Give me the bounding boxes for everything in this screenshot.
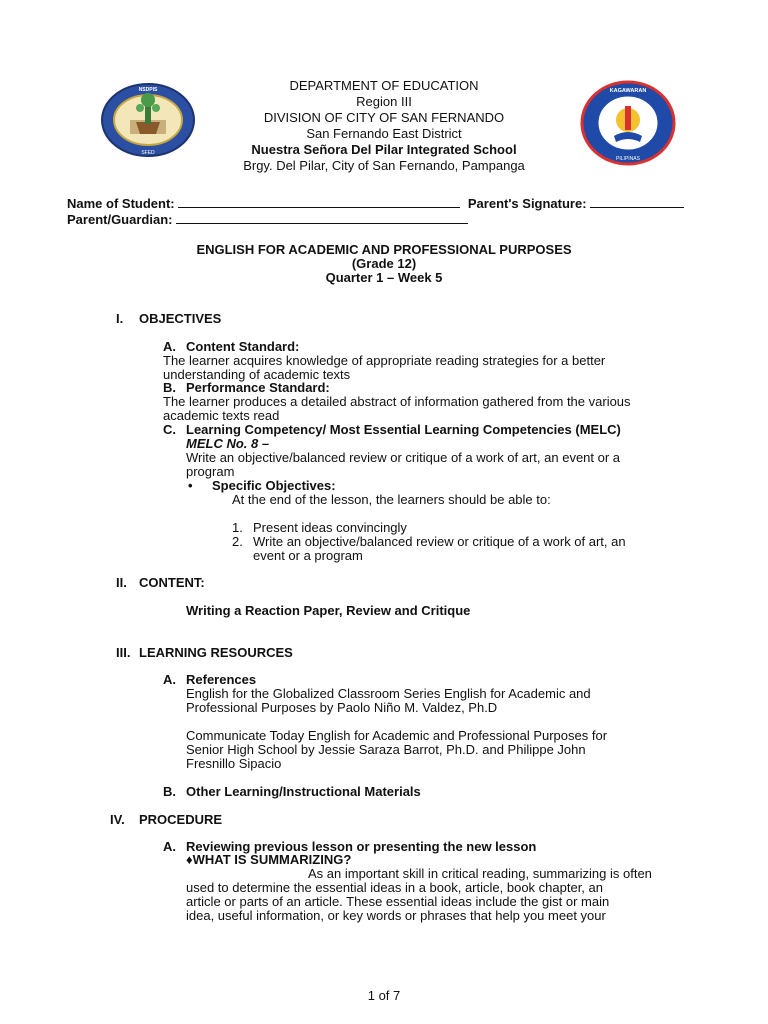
performance-standard-text: The learner produces a detailed abstract of information gathered from the various bbox=[163, 394, 631, 409]
header-division: DIVISION OF CITY OF SAN FERNANDO bbox=[263, 110, 505, 125]
parent-signature-label: Parent's Signature: bbox=[467, 196, 587, 211]
header-school: Nuestra Señora Del Pilar Integrated School bbox=[251, 142, 517, 157]
objective-2-number: 2. bbox=[232, 534, 243, 549]
melc-letter: C. bbox=[163, 422, 176, 437]
content-standard-text: The learner acquires knowledge of appropriate reading strategies for a better bbox=[163, 353, 606, 368]
performance-standard-title: Performance Standard: bbox=[186, 380, 330, 395]
section-2-number: II. bbox=[116, 575, 127, 590]
guardian-label: Parent/Guardian: bbox=[67, 212, 173, 227]
other-materials-letter: B. bbox=[163, 784, 176, 799]
reference-2-line-3: Fresnillo Sipacio bbox=[186, 756, 282, 771]
performance-standard-text-2: academic texts read bbox=[163, 408, 280, 423]
content-standard-letter: A. bbox=[163, 339, 176, 354]
section-1-number: I. bbox=[116, 311, 124, 326]
summarizing-para-line-4: idea, useful information, or key words or phrases that help you meet your bbox=[186, 908, 606, 923]
guardian-blank[interactable] bbox=[176, 213, 468, 224]
content-standard-text-2: understanding of academic texts bbox=[163, 367, 351, 382]
student-name-field[interactable] bbox=[67, 197, 684, 211]
content-topic: Writing a Reaction Paper, Review and Critique bbox=[186, 603, 471, 618]
summarizing-para-line-3: article or parts of an article. These essential ideas include the gist or main bbox=[186, 894, 610, 909]
specific-objectives-bullet: • bbox=[188, 478, 193, 493]
section-4-title: PROCEDURE bbox=[139, 812, 223, 827]
parent-signature-blank[interactable] bbox=[590, 197, 684, 208]
page-number: 1 of 7 bbox=[367, 988, 401, 1003]
other-materials-title: Other Learning/Instructional Materials bbox=[186, 784, 421, 799]
header-address: Brgy. Del Pilar, City of San Fernando, Pampanga bbox=[243, 158, 525, 173]
objective-1-text: Present ideas convincingly bbox=[253, 520, 407, 535]
section-2-title: CONTENT: bbox=[139, 575, 205, 590]
melc-number: MELC No. 8 – bbox=[186, 436, 270, 451]
summarizing-para-line-2: used to determine the essential ideas in a book, article, book chapter, an bbox=[186, 880, 603, 895]
subject-title: ENGLISH FOR ACADEMIC AND PROFESSIONAL PURPOSES bbox=[196, 242, 572, 257]
melc-text-2: program bbox=[186, 464, 235, 479]
melc-title: Learning Competency/ Most Essential Learning Competencies (MELC) bbox=[186, 422, 621, 437]
references-title: References bbox=[186, 672, 257, 687]
section-4-number: IV. bbox=[110, 812, 125, 827]
section-1-title: OBJECTIVES bbox=[139, 311, 222, 326]
guardian-field[interactable] bbox=[67, 213, 468, 227]
performance-standard-letter: B. bbox=[163, 380, 176, 395]
summarizing-para-line-1: As an important skill in critical reading, summarizing is often bbox=[308, 866, 652, 881]
melc-text: Write an objective/balanced review or critique of a work of art, an event or a bbox=[186, 450, 621, 465]
section-3-number: III. bbox=[116, 645, 131, 660]
grade-title: (Grade 12) bbox=[351, 256, 417, 271]
reference-2-line-2: Senior High School by Jessie Saraza Barrot, Ph.D. and Philippe John bbox=[186, 742, 586, 757]
objective-1-number: 1. bbox=[232, 520, 243, 535]
svg-text:PILIPINAS: PILIPINAS bbox=[616, 156, 640, 162]
quarter-title: Quarter 1 – Week 5 bbox=[325, 270, 443, 285]
student-name-blank[interactable] bbox=[178, 197, 460, 208]
specific-objectives-title: Specific Objectives: bbox=[212, 478, 336, 493]
objective-2-text-2: event or a program bbox=[253, 548, 363, 563]
reference-1-line-2: Professional Purposes by Paolo Niño M. Valdez, Ph.D bbox=[186, 700, 498, 715]
reference-1-line-1: English for the Globalized Classroom Series English for Academic and bbox=[186, 686, 591, 701]
header-region: Region III bbox=[356, 94, 412, 109]
content-standard-title: Content Standard: bbox=[186, 339, 300, 354]
reference-2-line-1: Communicate Today English for Academic and Professional Purposes for bbox=[186, 728, 608, 743]
objective-2-text: Write an objective/balanced review or critique of a work of art, an bbox=[253, 534, 626, 549]
what-is-summarizing-heading: ♦WHAT IS SUMMARIZING? bbox=[186, 852, 352, 867]
svg-text:SFED: SFED bbox=[141, 150, 155, 156]
references-letter: A. bbox=[163, 672, 176, 687]
specific-objectives-intro: At the end of the lesson, the learners should be able to: bbox=[232, 492, 551, 507]
header-district: San Fernando East District bbox=[306, 126, 462, 141]
student-name-label: Name of Student: bbox=[67, 196, 175, 211]
header-department: DEPARTMENT OF EDUCATION bbox=[289, 78, 479, 93]
procedure-a-letter: A. bbox=[163, 839, 176, 854]
section-3-title: LEARNING RESOURCES bbox=[139, 645, 293, 660]
svg-text:KAGAWARAN: KAGAWARAN bbox=[609, 88, 647, 94]
svg-text:NSDPIS: NSDPIS bbox=[138, 87, 158, 93]
procedure-a-title: Reviewing previous lesson or presenting the new lesson bbox=[186, 839, 537, 854]
